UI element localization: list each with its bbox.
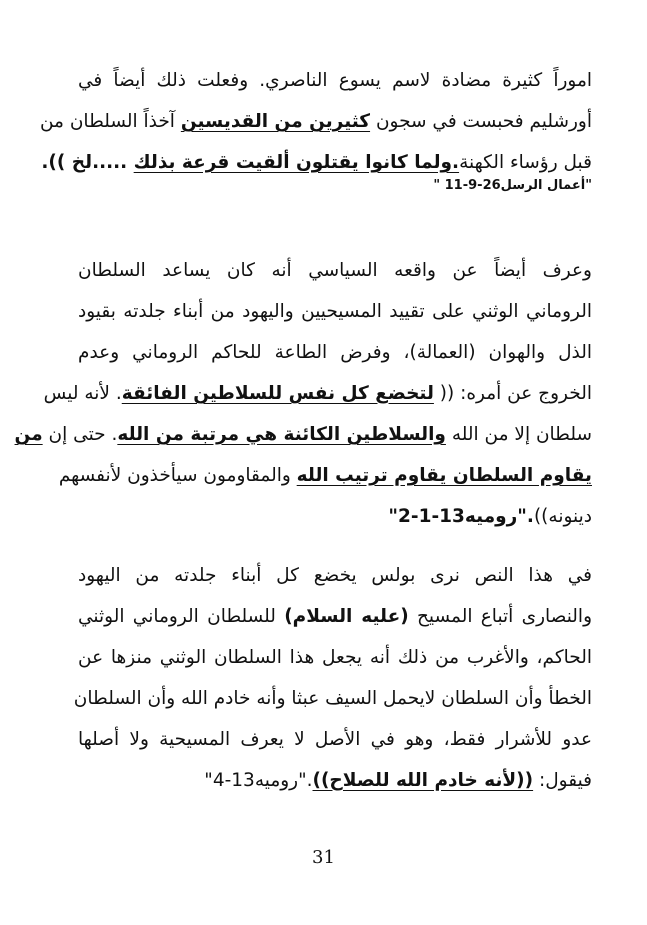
emphasis-span: كثيرين من القديسين: [180, 111, 371, 132]
text-span: والمقاومون سيأخذون لأنفسهم: [58, 465, 297, 486]
emphasis-span: يقاوم السلطان يقاوم ترتيب الله: [296, 465, 592, 486]
text-line: [78, 60, 592, 101]
paragraph-2: [14, 250, 592, 537]
text-line: [58, 455, 592, 496]
text-line: [41, 142, 592, 183]
emphasis-span: .....لخ )).: [41, 152, 134, 173]
emphasis-span: من: [14, 424, 43, 445]
text-line: [73, 678, 592, 719]
text-line: [78, 555, 592, 596]
text-span: للسلطان الروماني الوثني: [78, 606, 285, 627]
paragraph-1: [39, 60, 592, 183]
text-span: سلطان إلا من الله: [445, 424, 592, 445]
text-span: . لأنه ليس: [43, 383, 122, 404]
emphasis-span: ((لأنه خادم الله للصلاح)): [312, 770, 534, 791]
text-span: دينونه)): [533, 506, 592, 527]
text-span: ."روميه13-4": [204, 770, 313, 791]
text-line: [78, 250, 592, 291]
text-line: [78, 496, 592, 537]
text-span: الخروج عن أمره: ((: [433, 383, 592, 404]
text-line: [78, 637, 592, 678]
text-line: [43, 373, 592, 414]
text-line: [78, 760, 592, 801]
text-span: . حتى إن: [42, 424, 118, 445]
text-span: الحاكم، والأغرب من ذلك أنه يجعل هذا السلطان الوثني منزها عن: [78, 647, 592, 668]
text-span: أورشليم فحبست في سجون: [370, 111, 592, 132]
text-span: فيقول:: [533, 770, 592, 791]
text-line: [39, 101, 592, 142]
text-span: قبل رؤساء الكهنة: [459, 152, 592, 173]
text-span: الذل والهوان (العمالة)، وفرض الطاعة للحاكم الروماني وعدم: [78, 342, 592, 363]
citation-acts: "أعمال الرسل26-9-11 ": [433, 178, 592, 193]
text-line: [14, 414, 592, 455]
emphasis-span: والسلاطين الكائنة هي مرتبة من الله: [117, 424, 446, 445]
text-line: [78, 596, 592, 637]
text-span: الروماني الوثني على تقييد المسيحيين واليهود من أبناء جلدته بقيود: [78, 301, 592, 322]
text-span: وعرف أيضاً عن واقعه السياسي أنه كان يساعد السلطان: [78, 260, 592, 281]
text-span: اموراً كثيرة مضادة لاسم يسوع الناصري. وفعلت ذلك أيضاً في: [78, 70, 592, 91]
text-line: [78, 719, 592, 760]
text-span: الخطأ وأن السلطان لايحمل السيف عبثا وأنه خادم الله وأن السلطان: [73, 688, 592, 709]
text-span: والنصارى أتباع المسيح: [408, 606, 593, 627]
paragraph-3: [73, 555, 593, 801]
text-line: [78, 332, 592, 373]
text-span: آخذاً السلطان من: [39, 111, 181, 132]
emphasis-span: .ولما كانوا يقتلون ألقيت قرعة بذلك: [133, 152, 460, 173]
emphasis-span: (عليه السلام): [284, 606, 409, 627]
page-number: 31: [312, 847, 335, 868]
text-line: [78, 291, 592, 332]
text-span: عدو للأشرار فقط، وهو في الأصل لا يعرف المسيحية ولا أصلها: [78, 729, 592, 750]
text-span: في هذا النص نرى بولس يخضع كل أبناء جلدته من اليهود: [78, 565, 592, 586]
emphasis-span: ."روميه13-1-2": [388, 506, 534, 527]
emphasis-span: لتخضع كل نفس للسلاطين الفائقة: [121, 383, 434, 404]
